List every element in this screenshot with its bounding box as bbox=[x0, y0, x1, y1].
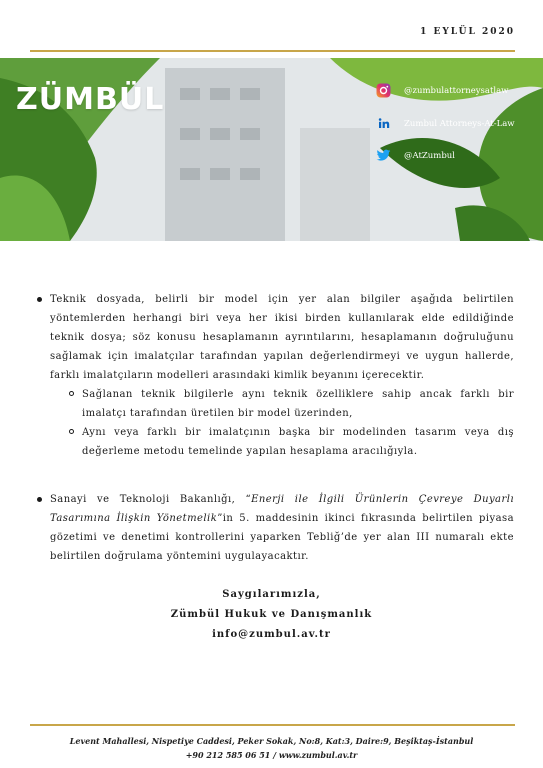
linkedin-icon bbox=[376, 116, 391, 131]
footer-contact[interactable]: +90 212 585 06 51 / www.zumbul.av.tr bbox=[185, 750, 358, 760]
instagram-icon bbox=[376, 83, 391, 98]
paragraph bbox=[50, 490, 514, 566]
paragraph: Teknik dosyada, belirli bir model için yer alan bilgiler aşağıda belirtilen yöntemlerden herhangi biri veya her ikisi birden kullanılarak elde edildiğinde teknik dosya; söz konusu hesaplamanın ayrıntılarını, hesaplamanın doğruluğunu sağlamak için imalatçılar tarafından yapılan değerlendirmeyi ve uygun hallerde, farklı imalatçıların modelleri arasındaki kimlik beyanını içerecektir. bbox=[50, 294, 514, 381]
sub-list-item: Sağlanan teknik bilgilerle aynı teknik özelliklere sahip ancak farklı bir imalatçı tarafından üretilen bir model üzerinden, bbox=[68, 385, 514, 423]
list-item bbox=[36, 490, 514, 566]
salutation: Saygılarımızla, bbox=[222, 589, 321, 600]
document-body bbox=[36, 290, 514, 566]
email-link[interactable]: info@zumbul.av.tr bbox=[212, 629, 331, 640]
header-banner bbox=[0, 58, 543, 241]
sub-list-item: Aynı veya farklı bir imalatçının başka bir modelinden tasarım veya dış değerleme metodu temelinde yapılan hesaplama aracılığıyla. bbox=[68, 423, 514, 461]
firm-name: Zümbül Hukuk ve Danışmanlık bbox=[170, 609, 373, 620]
text-segment: ”in 5. maddesinin ikinci fıkrasında belirtilen piyasa gözetimi ve denetimi kontrollerini yaparken Tebliğ’de yer alan III numaralı ekte belirtilen doğrulama yöntemini uygulayacaktır. bbox=[50, 513, 514, 562]
social-label: @zumbulattorneysatlaw bbox=[404, 85, 509, 96]
closing-block bbox=[0, 585, 543, 645]
social-twitter[interactable] bbox=[376, 148, 455, 163]
footer bbox=[0, 734, 543, 762]
top-divider bbox=[30, 50, 515, 52]
brand-logo: ZÜMBÜL bbox=[16, 82, 165, 117]
regulation-title: Enerji ile İlgili Ürünlerin Çevreye Duyarlı Tasarımına İlişkin Yönetmelik bbox=[50, 494, 515, 524]
bottom-divider bbox=[30, 724, 515, 726]
document-date: 1 EYLÜL 2020 bbox=[420, 27, 515, 37]
social-instagram[interactable] bbox=[376, 83, 508, 98]
list-item bbox=[36, 290, 514, 461]
social-label: Zumbul Attorneys-At-Law bbox=[404, 118, 515, 129]
twitter-icon bbox=[376, 148, 391, 163]
footer-address: Levent Mahallesi, Nispetiye Caddesi, Peker Sokak, No:8, Kat:3, Daire:9, Beşiktaş-İstanbul bbox=[69, 736, 474, 746]
social-label: @AtZumbul bbox=[404, 150, 455, 161]
text-segment: Sanayi ve Teknoloji Bakanlığı, “ bbox=[50, 494, 252, 505]
social-linkedin[interactable] bbox=[376, 116, 515, 131]
